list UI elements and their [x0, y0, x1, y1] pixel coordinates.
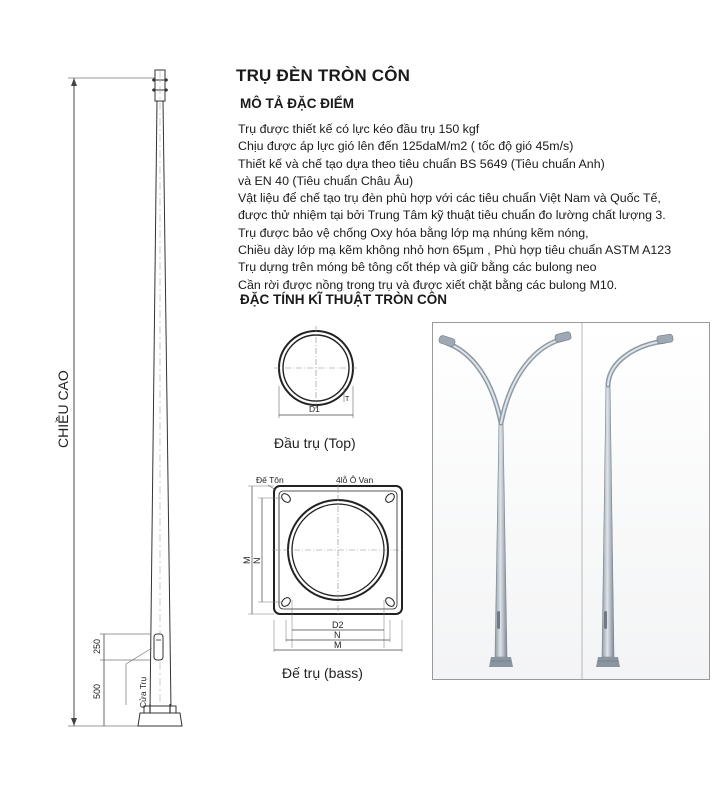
dim-500-label: 500 [92, 683, 102, 699]
dim-250-label: 250 [92, 638, 102, 654]
description-line: Chiều dày lớp mạ kẽm không nhỏ hơn 65µm , Phù hợp tiêu chuẩn ASTM A123 [238, 243, 672, 258]
door-label: Cửa Trụ [138, 676, 148, 708]
holes-label: 4lỗ Ô Van [336, 475, 374, 485]
base-plate [138, 713, 182, 726]
pole-door [154, 634, 163, 660]
arrow-icon [71, 718, 77, 726]
description-line: Chịu được áp lực gió lên đến 125daM/m2 ( tốc độ gió 45m/s) [238, 139, 574, 154]
pole-elevation-drawing [0, 0, 230, 812]
t-label: T [345, 396, 350, 403]
arrow-icon [71, 78, 77, 86]
spec-heading: ĐẶC TÍNH KĨ THUẬT TRÒN CÔN [240, 292, 447, 307]
description-line: Vật liệu để chế tạo trụ đèn phù hợp với các tiêu chuẩn Việt Nam và Quốc Tế, [238, 191, 661, 206]
m-horizontal-label: M [334, 640, 342, 650]
m-vertical-label: M [242, 556, 252, 564]
d1-label: D1 [309, 404, 320, 414]
description-heading: MÔ TẢ ĐẶC ĐIỂM [240, 96, 354, 111]
pole-shaft [150, 100, 171, 710]
description-list [238, 121, 708, 294]
description-line: Trụ được thiết kế có lực kéo đầu trụ 150 kgf [238, 122, 480, 136]
top-view-caption: Đầu trụ (Top) [274, 435, 356, 451]
base-view-drawing [238, 470, 424, 686]
plate-label: Đế Tôn [256, 475, 284, 485]
n-horizontal-label: N [334, 630, 341, 640]
description-line: Cần rời được nồng trong trụ và được xiết chặt bằng các bulong M10. [238, 277, 618, 292]
base-view-caption: Đế trụ (bass) [282, 665, 363, 681]
top-view-drawing [266, 318, 376, 458]
description-line: Trụ được bảo vệ chống Oxy hóa bằng lớp mạ nhúng kẽm nóng, [238, 225, 589, 240]
height-label: CHIỀU CAO [55, 370, 71, 448]
pole-base [144, 706, 176, 713]
description-line: Thiết kế và chế tạo dựa theo tiêu chuẩn BS 5649 (Tiêu chuẩn Anh) [238, 156, 605, 171]
d2-label: D2 [332, 620, 344, 630]
description-line: và EN 40 (Tiêu chuẩn Châu Âu) [238, 173, 414, 188]
product-photos [432, 322, 710, 680]
description-line: Trụ dựng trên móng bê tông cốt thép và giữ bằng các bulong neo [238, 260, 597, 275]
description-line: được thử nhiệm tại bởi Trung Tâm kỹ thuật tiêu chuẩn đo lường chất lượng 3. [238, 208, 666, 223]
page-title: TRỤ ĐÈN TRÒN CÔN [236, 66, 411, 85]
n-vertical-label: N [252, 557, 262, 564]
pole-photos-illustration [433, 323, 709, 679]
